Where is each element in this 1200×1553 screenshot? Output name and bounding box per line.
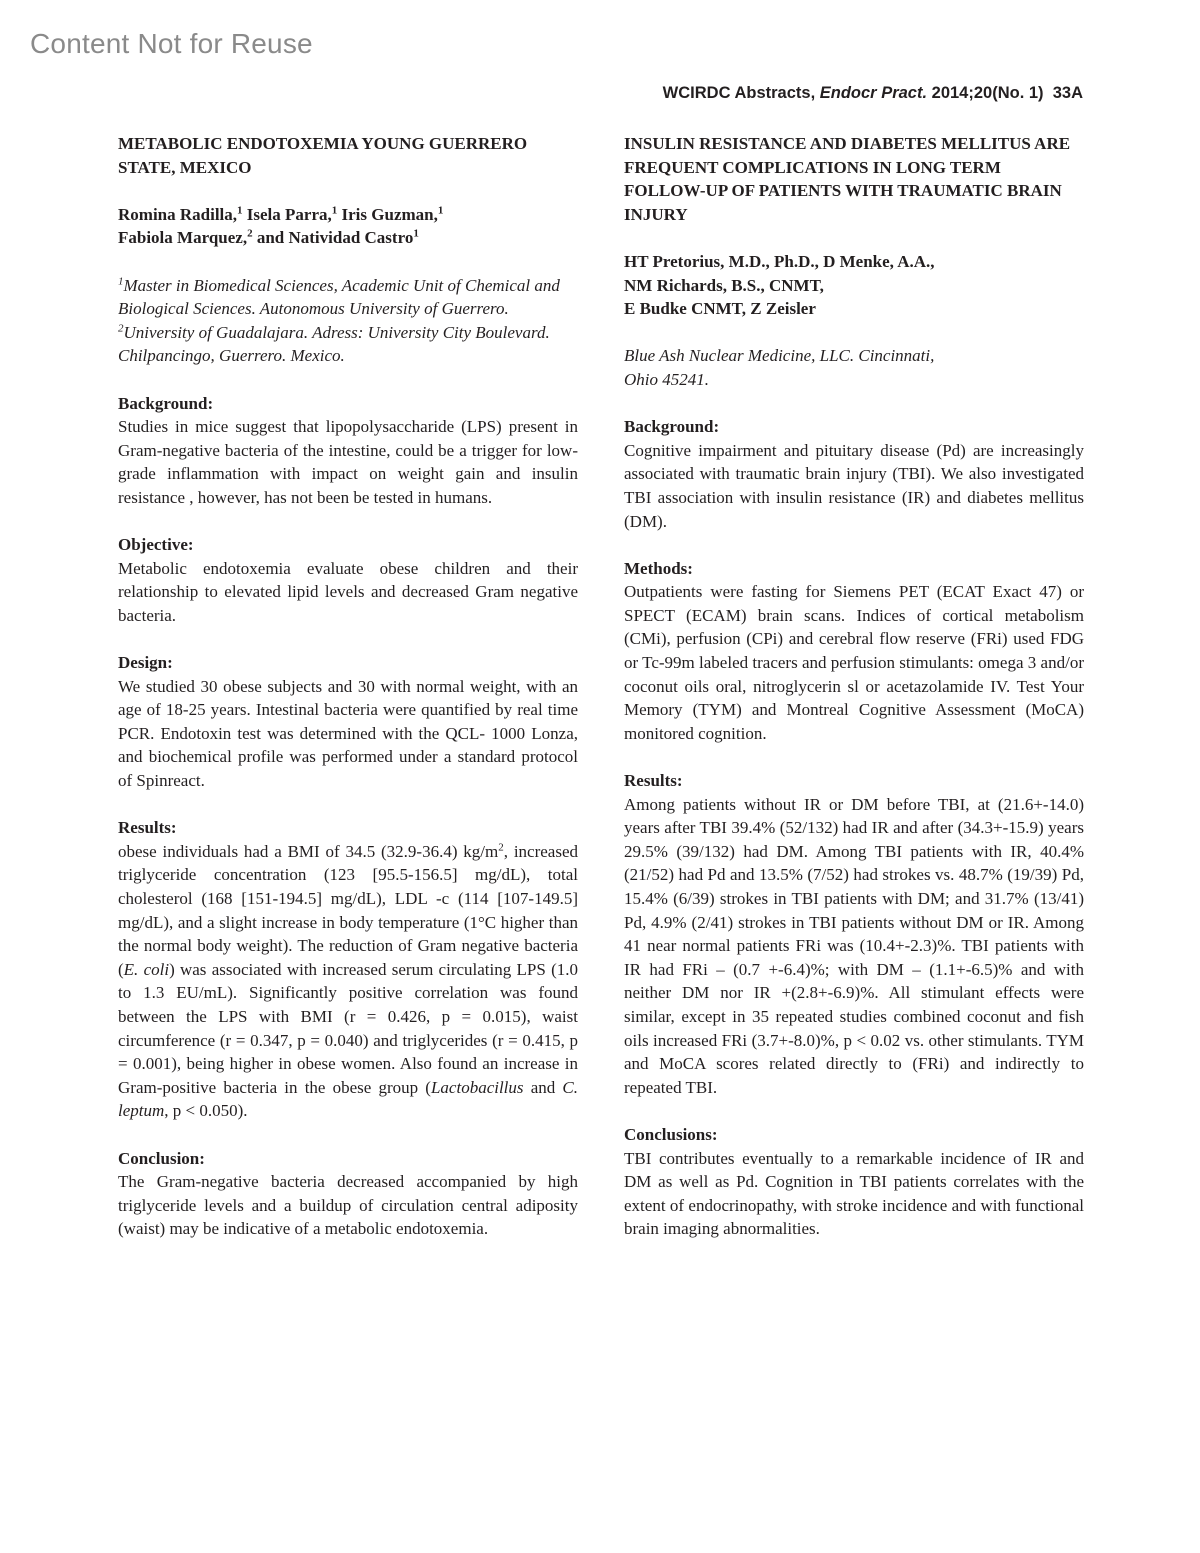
section-heading: Background: [624, 417, 720, 437]
results-text: and [523, 1077, 563, 1097]
section-body: Studies in mice suggest that lipopolysaccharide (LPS) present in Gram-negative bacteria of the intestine, could be a trigger for low-grade inflammation with impact on weight gain and insulin resistance , however, has not been be tested in humans. [118, 417, 578, 507]
author-name: and Natividad Castro [252, 228, 414, 248]
author-line: NM Richards, B.S., CNMT, [624, 275, 824, 295]
author-name: Isela Parra, [242, 204, 332, 224]
author-name: Fabiola Marquez, [118, 228, 248, 248]
section-conclusions [624, 1123, 1084, 1241]
running-head-citation: 2014;20(No. 1) [931, 84, 1044, 102]
results-text: , increased triglyceride concentration (123 [95.5-156.5] mg/dL), total cholesterol (168 [151-194.5] mg/dL), LDL -c (114 [107-149.5] mg/dL), and a slight increase in body temperature (1°C higher than the normal body weight). The reduction of Gram negative bacteria ( [118, 841, 579, 979]
section-heading: Results: [118, 818, 177, 838]
superscript: 2 [498, 841, 504, 854]
section-background [118, 392, 578, 510]
affiliation [118, 274, 578, 368]
section-background [624, 415, 1084, 533]
affiliation-mark: 2 [247, 227, 253, 240]
section-conclusion [118, 1147, 578, 1241]
affiliation-mark: 1 [237, 204, 243, 217]
author-list [624, 250, 1084, 321]
affiliation-mark: 2 [118, 322, 124, 335]
section-design [118, 651, 578, 793]
author-line: HT Pretorius, M.D., Ph.D., D Menke, A.A., [624, 251, 935, 271]
section-heading: Background: [118, 393, 214, 413]
affiliation-mark: 1 [331, 204, 338, 217]
section-body: TBI contributes eventually to a remarkable incidence of IR and DM as well as Pd. Cognition in TBI patients correlates with the extent of endocrinopathy, with stroke incidence and with functional brain imaging abnormalities. [624, 1148, 1084, 1239]
section-heading: Design: [118, 653, 173, 673]
running-head-journal: Endocr Pract. [819, 84, 928, 102]
section-body: Among patients without IR or DM before TBI, at (21.6+-14.0) years after TBI 39.4% (52/132) had IR and after (34.3+-15.9) years 29.5% (39/132) had DM. Among TBI patients with IR, 40.4% (21/52) had Pd and 13.5% (7/52) had strokes vs. 48.7% (19/39) Pd, 15.4% (6/39) strokes in TBI patients with DM; and 31.7% (13/41) Pd, 4.9% (2/41) strokes in TBI patients without DM or IR. Among 41 near normal patients FRi was (10.4+-2.3)%. TBI patients with IR had FRi – (0.7 +-6.4)%; with DM – (1.1+-6.5)% and with neither DM nor IR +(2.8+-6.9)%. All stimulant effects were similar, except in 35 repeated studies combined coconut and fish oils increased FRi (3.7+-8.0)%, p < 0.02 vs. other stimulants. TYM and MoCA scores related directly to (FRi) and indirectly to repeated TBI. [624, 794, 1084, 1097]
affiliation-line: Ohio 45241. [624, 369, 709, 389]
author-name: Romina Radilla, [118, 204, 238, 224]
abstract-title: INSULIN RESISTANCE AND DIABETES MELLITUS ARE FREQUENT COMPLICATIONS IN LONG TERM FOLLOW-UP OF PATIENTS WITH TRAUMATIC BRAIN INJURY [624, 134, 1071, 224]
affiliation-mark: 1 [437, 204, 444, 217]
section-heading: Objective: [118, 535, 194, 555]
affiliation-line: Blue Ash Nuclear Medicine, LLC. Cincinnati, [624, 346, 935, 366]
author-list [118, 203, 578, 250]
section-heading: Methods: [624, 558, 693, 578]
section-body: The Gram-negative bacteria decreased accompanied by high triglyceride levels and a buildup of circulation central adiposity (waist) may be indicative of a metabolic endotoxemia. [118, 1172, 578, 1239]
results-text: obese individuals had a BMI of 34.5 (32.9-36.4) kg/m [118, 841, 499, 861]
watermark: Content Not for Reuse [30, 28, 313, 59]
author-name: Iris Guzman, [337, 204, 438, 224]
section-results [118, 816, 578, 1123]
running-head [663, 84, 1083, 103]
affiliation-mark: 1 [413, 227, 419, 240]
results-text: , p < 0.050). [164, 1101, 248, 1121]
section-body: Cognitive impairment and pituitary disease (Pd) are increasingly associated with traumatic brain injury (TBI). We also investigated TBI association with insulin resistance (IR) and diabetes mellitus (DM). [624, 440, 1084, 531]
affiliation-text: University of Guadalajara. Adress: University City Boulevard. Chilpancingo, Guerrero. Mexico. [118, 322, 550, 366]
affiliation-mark: 1 [118, 274, 124, 287]
abstract-title: METABOLIC ENDOTOXEMIA YOUNG GUERRERO STATE, MEXICO [118, 134, 528, 177]
abstract-left [118, 132, 578, 1265]
species-name: Lactobacillus [430, 1077, 524, 1097]
author-line: E Budke CNMT, Z Zeisler [624, 299, 816, 319]
section-heading: Conclusions: [624, 1124, 718, 1144]
species-name: C. leptum [118, 1077, 578, 1121]
results-text: ) was associated with increased serum circulating LPS (1.0 to 1.3 EU/mL). Significantly positive correlation was found between the LPS with BMI (r = 0.426, p = 0.015), waist circumference (r = 0.347, p = 0.040) and triglycerides (r = 0.415, p = 0.001), being higher in obese women. Also found an increase in Gram-positive bacteria in the obese group ( [118, 959, 578, 1097]
section-heading: Results: [624, 771, 683, 791]
running-head-prefix: WCIRDC Abstracts, [662, 84, 816, 102]
section-methods [624, 557, 1084, 746]
section-results [624, 769, 1084, 1099]
section-body: Metabolic endotoxemia evaluate obese children and their relationship to elevated lipid levels and decreased Gram negative bacteria. [118, 558, 578, 625]
section-body: We studied 30 obese subjects and 30 with normal weight, with an age of 18-25 years. Intestinal bacteria were quantified by real time PCR. Endotoxin test was determined with the QCL- 1000 Lonza, and biochemical profile was performed under a standard protocol of Spinreact. [118, 676, 578, 791]
section-body: Outpatients were fasting for Siemens PET (ECAT Exact 47) or SPECT (ECAM) brain scans. Indices of cortical metabolism (CMi), perfusion (CPi) and cerebral flow reserve (FRi) used FDG or Tc-99m labeled tracers and perfusion stimulants: omega 3 and/or coconut oils oral, nitroglycerin sl or acetazolamide IV. Test Your Memory (TYM) and Montreal Cognitive Assessment (MoCA) monitored cognition. [624, 582, 1084, 743]
species-name: E. coli [123, 959, 170, 979]
affiliation-text: Master in Biomedical Sciences, Academic Unit of Chemical and Biological Sciences. Autonomous University of Guerrero. [118, 275, 560, 319]
section-objective [118, 533, 578, 627]
affiliation [624, 344, 1084, 391]
abstract-right [624, 132, 1084, 1265]
section-body [118, 840, 578, 1123]
running-head-page: 33A [1052, 84, 1083, 102]
section-heading: Conclusion: [118, 1148, 205, 1168]
